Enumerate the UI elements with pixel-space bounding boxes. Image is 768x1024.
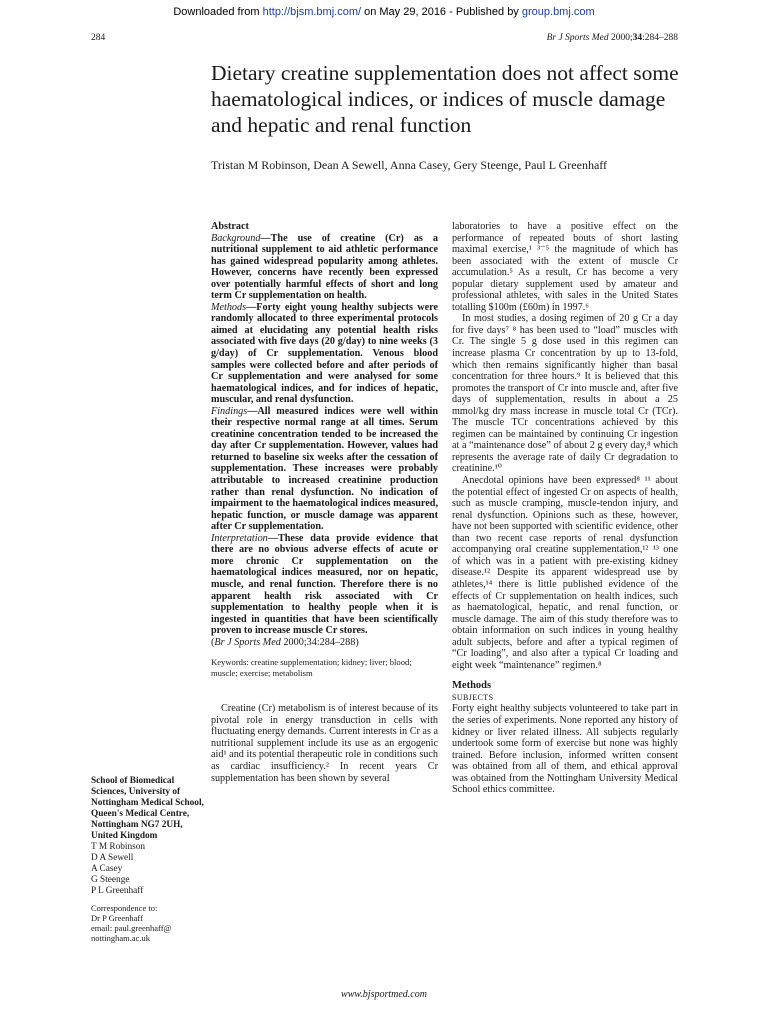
keywords: Keywords: creatine supplementation; kidney; liver; blood; muscle; exercise; metabolism xyxy=(211,657,412,679)
cite-open: ( xyxy=(211,636,215,648)
methods-label: Methods xyxy=(211,301,247,313)
abstract-heading: Abstract xyxy=(211,221,249,232)
institution: School of Biomedical Sciences, University of Nottingham Medical School, Queen's Medical Centre, Nottingham NG7 2UH, United Kingdom xyxy=(91,776,204,841)
body-paragraph-1: laboratories to have a positive effect on the performance of repeated bouts of short lasting maximal exercise,¹ ³⁻⁵ the magnitude of which has been associated with the extent of muscle Cr accumulation.⁵ As a result, Cr has become a very popular dietary supplement used by amateur and professional athletes, with sales in the United States totalling $100m (£60m) in 1997.⁶ xyxy=(452,221,678,313)
download-middle: on May 29, 2016 - Published by xyxy=(361,6,522,18)
body-paragraph-3: Anecdotal opinions have been expressed⁸ ¹¹ about the potential effect of ingested Cr on aspects of health, such as muscle cramping, muscle-tendon injury, and renal dysfunction. Opinions such as these, however, have not been supported with scientific evidence, other than two recent case reports of renal dysfunction accompanying oral creatine supplementation,¹² ¹³ one of which was in a patient with pre-existing kidney disease.¹² Despite its apparent widespread use by athletes,¹⁴ there is little published evidence of the effects of Cr supplementation on health indices, such as haematological, hepatic, and renal function, or muscle damage. The aim of this study therefore was to obtain information on such indices in young healthy adult subjects, before and after a typical regimen of “Cr loading”, and also after a typical Cr loading and eight week “maintenance” regimen.⁸ xyxy=(452,475,678,671)
correspondence xyxy=(91,903,206,943)
body-paragraph-2: In most studies, a dosing regimen of 20 g Cr a day for five days⁷ ⁸ has been used to “load” muscles with Cr. The single 5 g dose used in this regimen can increase plasma Cr concentration by up to 13-fold, which then remains significantly higher than basal concentration for three hours.⁹ It is believed that this promotes the transport of Cr into muscle and, after five days of supplementation, results in about a 25 mmol/kg dry mass increase in muscle total Cr (TCr). The muscle TCr concentrations achieved by this regimen can be maintained by continuing Cr ingestion at a “maintenance dose” of about 2 g every day,⁸ which represents the average rate of daily Cr degradation to creatinine.¹⁰ xyxy=(452,313,678,475)
interpretation-text: —These data provide evidence that there are no obvious adverse effects of acute or more chronic Cr supplementation on the haematological indices measured, nor on hepatic, muscle, and renal function. Therefore there is no apparent health risk associated with Cr supplementation to healthy people when it is ingested in quantities that have been scientifically proven to increase muscle Cr stores. xyxy=(211,532,438,637)
methods-heading: Methods xyxy=(452,680,492,692)
page-number: 284 xyxy=(91,33,106,43)
footer-url[interactable]: www.bjsportmed.com xyxy=(341,989,427,1000)
email-line-1[interactable]: email: paul.greenhaff@ xyxy=(91,923,172,933)
methods-text: —Forty eight young healthy subjects were randomly allocated to three experimental protocols aimed at elucidating any potential health risks associated with five days (20 g/day) to nine weeks (3 g/day) of Cr supplementation. Venous blood samples were collected before and after periods of Cr supplementation and were analysed for some haematological indices, and for indices of hepatic, muscular, and renal dysfunction. xyxy=(211,301,438,406)
person-1: T M Robinson xyxy=(91,842,146,852)
person-2: D A Sewell xyxy=(91,853,134,863)
intro-paragraph: Creatine (Cr) metabolism is of interest because of its pivotal role in energy transduction in cells with fluctuating energy demands. Current interests in Cr as a nutritional supplement include its use as an ergogenic aid¹ and its potential therapeutic role in conditions such as cardiac insufficiency.² In recent years Cr supplementation has been shown by several xyxy=(211,703,438,784)
correspondence-label: Correspondence to: xyxy=(91,903,158,913)
citation-journal: Br J Sports Med xyxy=(546,33,609,43)
left-text-column xyxy=(211,221,438,784)
right-text-column xyxy=(452,221,678,796)
interpretation-label: Interpretation xyxy=(211,532,268,544)
running-citation xyxy=(547,33,678,43)
email-line-2[interactable]: nottingham.ac.uk xyxy=(91,933,151,943)
methods-paragraph: Forty eight healthy subjects volunteered to take part in the series of experiments. None reported any history of kidney or liver related illness. All subjects regularly undertook some form of exercise but none was highly trained. Before inclusion, informed written consent was obtained from all of them, and ethical approval was obtained from the Nottingham University Medical School ethics committee. xyxy=(452,703,678,796)
download-banner xyxy=(0,6,768,18)
cite-rest: 2000;34:284–288) xyxy=(280,636,359,648)
subjects-subheading: SUBJECTS xyxy=(452,692,494,702)
author-list: Tristan M Robinson, Dean A Sewell, Anna Casey, Gery Steenge, Paul L Greenhaff xyxy=(211,158,608,172)
abstract-methods xyxy=(211,302,438,406)
abstract-findings xyxy=(211,406,438,533)
findings-text: —All measured indices were well within their respective normal range at all times. Serum creatinine concentration tended to be increased the day after Cr supplementation. However, values had returned to baseline six weeks after the cessation of supplementation. These increases were probably attributable to increased creatinine production rather than renal dysfunction. No indication of impairment to the haematological indices measured, hepatic function, or muscle damage was apparent after Cr supplementation. xyxy=(211,405,438,533)
background-text: —The use of creatine (Cr) as a nutritional supplement to aid athletic performance has gained widespread popularity among athletes. However, concerns have recently been expressed over potentially harmful effects of short and long term Cr supplementation on health. xyxy=(211,232,438,302)
citation-volume: 34 xyxy=(632,33,643,43)
citation-year: 2000; xyxy=(608,33,633,43)
background-label: Background xyxy=(211,232,261,244)
publisher-link[interactable]: group.bmj.com xyxy=(521,6,595,18)
abstract-citation xyxy=(211,637,438,649)
article-title: Dietary creatine supplementation does not affect some haematological indices, or indices of muscle damage and hepatic and renal function xyxy=(211,61,679,137)
person-4: G Steenge xyxy=(91,875,130,885)
source-link[interactable]: http://bjsm.bmj.com/ xyxy=(262,6,362,18)
download-prefix: Downloaded from xyxy=(173,6,263,18)
correspondence-name: Dr P Greenhaff xyxy=(91,913,143,923)
findings-label: Findings xyxy=(211,405,248,417)
abstract-background xyxy=(211,233,438,302)
person-3: A Casey xyxy=(91,864,123,874)
cite-journal: Br J Sports Med xyxy=(214,636,281,648)
person-5: P L Greenhaff xyxy=(91,886,144,896)
abstract-interpretation xyxy=(211,533,438,637)
affiliation-block xyxy=(91,776,206,943)
citation-pages: :284–288 xyxy=(642,33,678,43)
